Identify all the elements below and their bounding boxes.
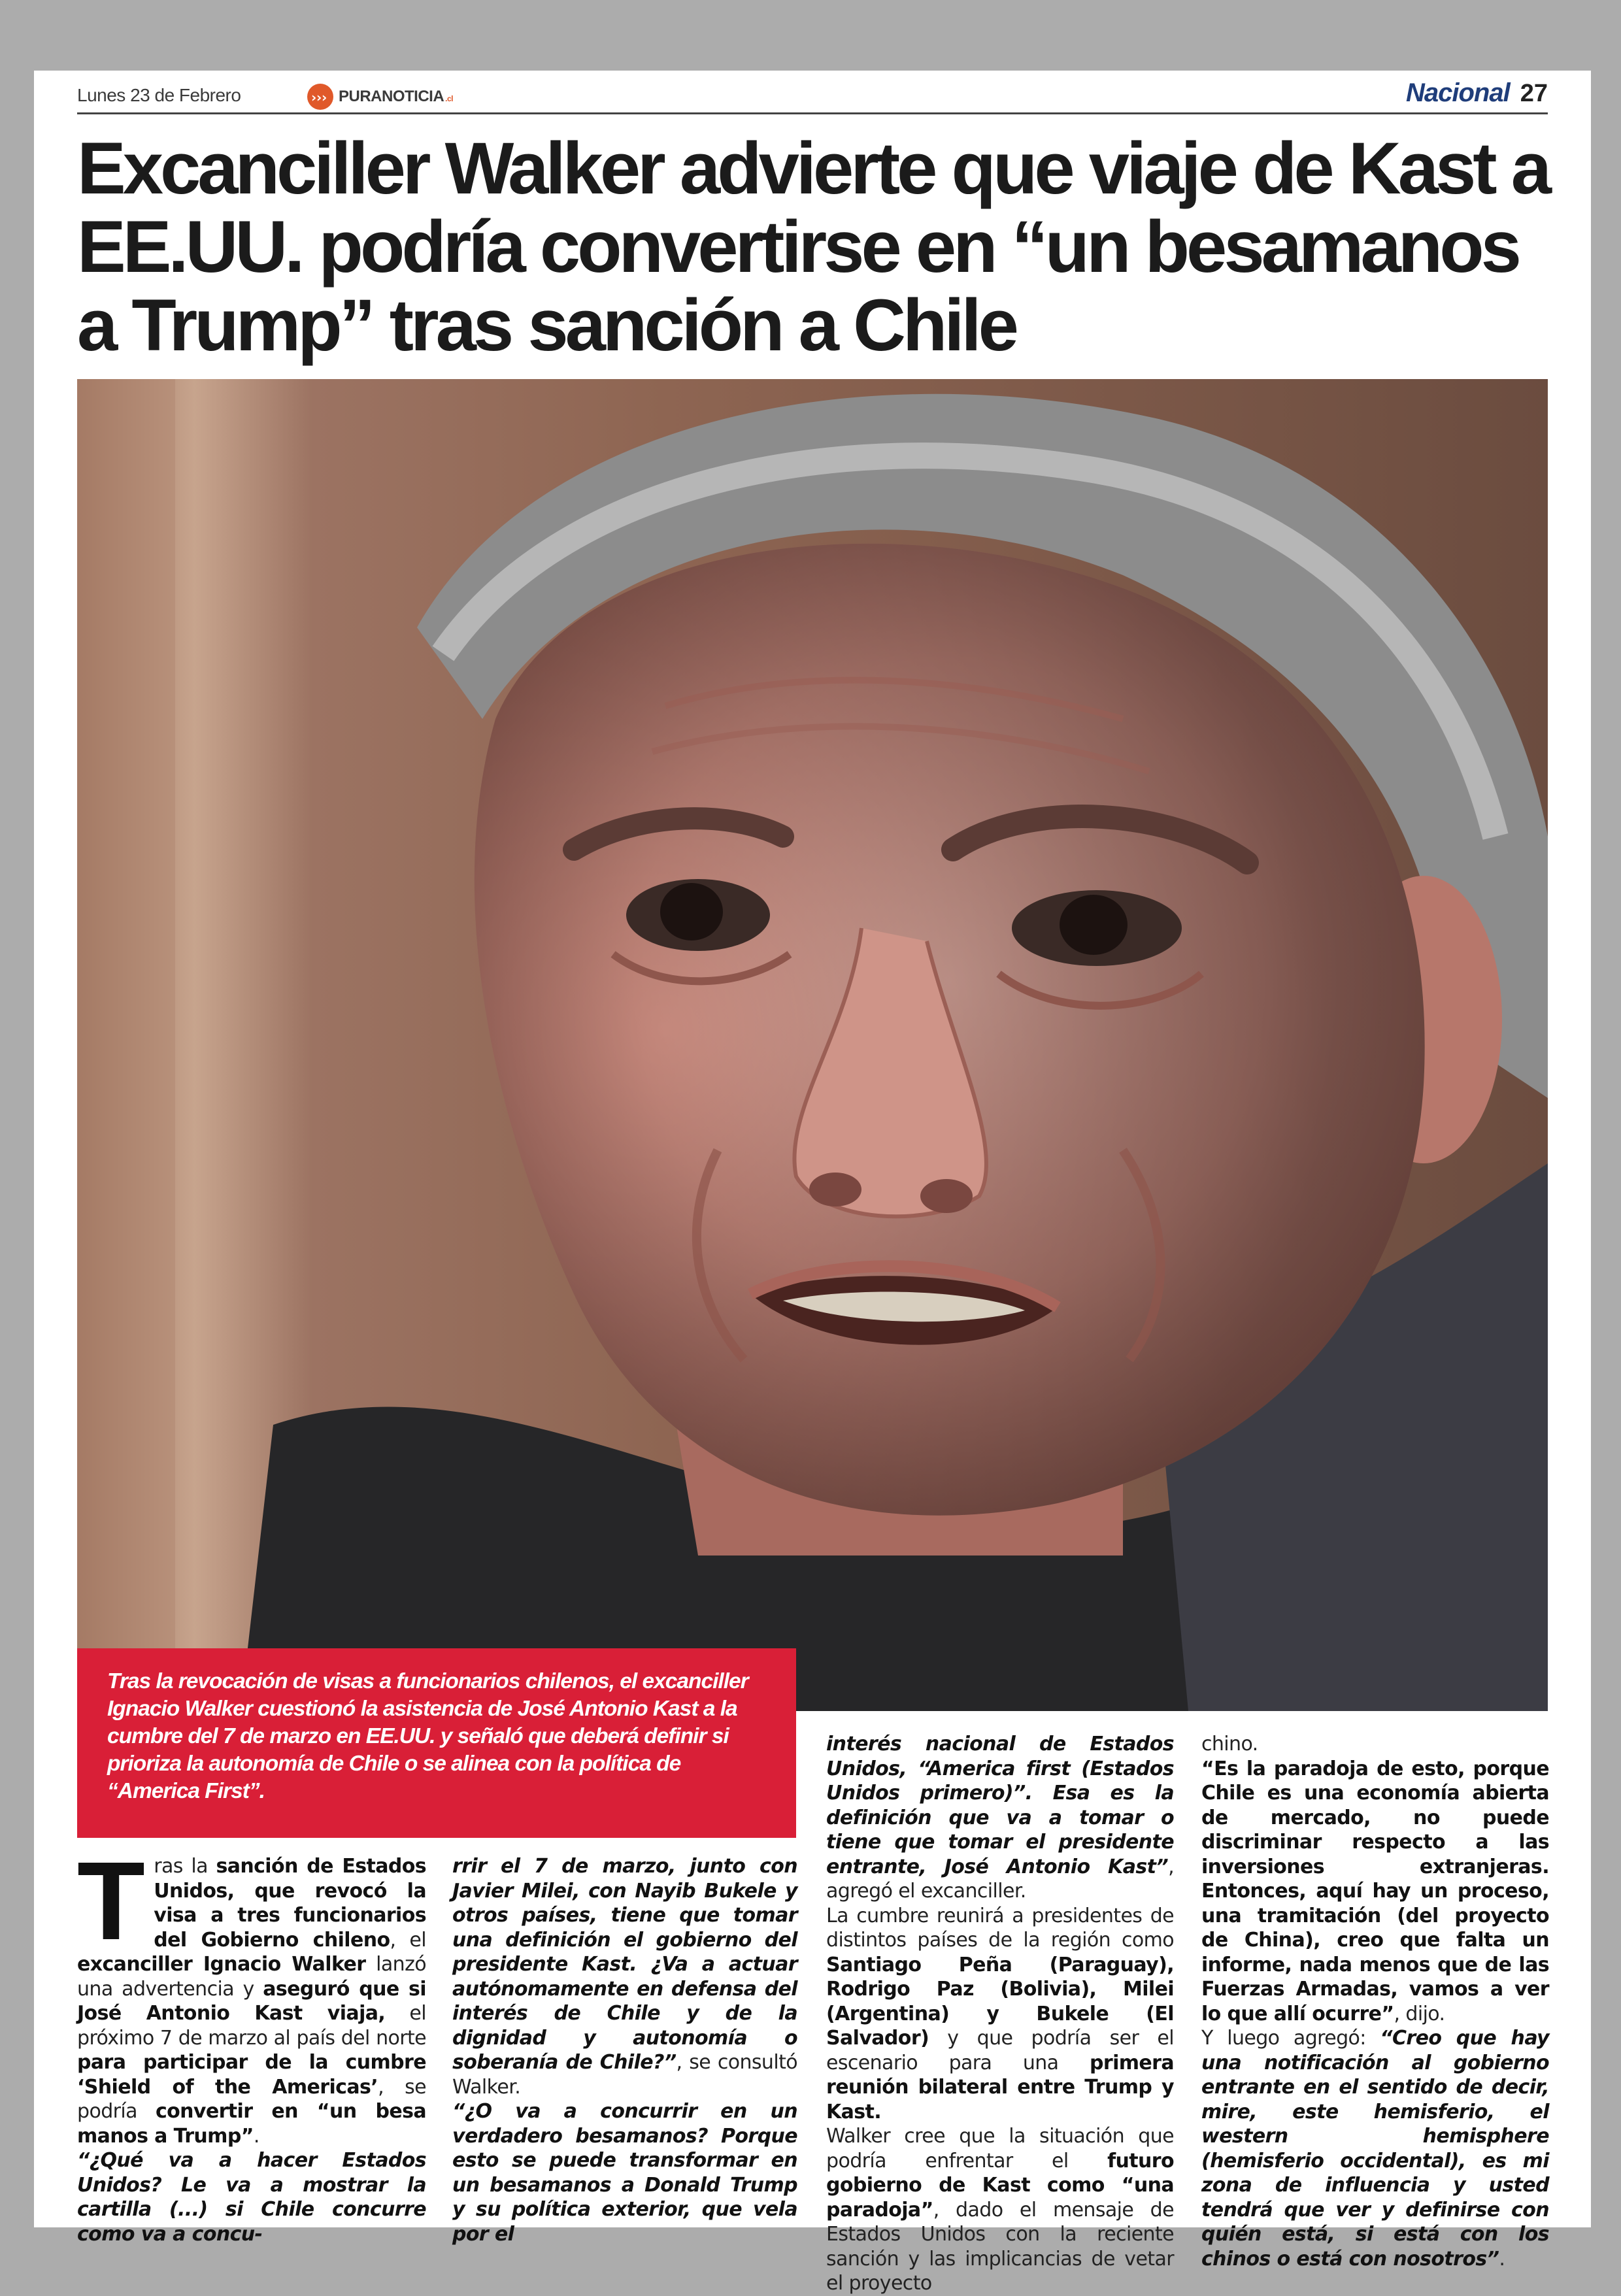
headline: Excanciller Walker advierte que viaje de Kast a EE.UU. podría convertirse en “un besamanos a Trump” tras sanción a Chile [77, 127, 1548, 366]
text-run: , agregó el excanciller. [826, 1855, 1174, 1903]
text-run: convertir en “un besa manos a Trump” [77, 2100, 426, 2148]
play-arrows-icon: › › › [307, 84, 333, 110]
drop-cap: T [77, 1839, 145, 1963]
page-number: 27 [1520, 80, 1548, 107]
text-run: el próximo 7 de marzo al país del norte [77, 2002, 427, 2050]
header-rule [77, 112, 1548, 114]
article-column-3 [826, 1732, 1174, 2296]
text-run: Walker cree que la situación que podría enfrentar el [826, 2125, 1174, 2172]
text-run: rrir el 7 de marzo, junto con Javier Milei, con Nayib Bukele y otros países, tiene que tomar una definición el gobierno del presidente Kast. ¿Va a actuar autónomamente en defensa del interés de Chile y de la dignidad y autonomía o soberanía de Chile?” [452, 1855, 797, 2074]
issue-date: Lunes 23 de Febrero [77, 85, 241, 105]
text-run: , se consultó Walker. [452, 2051, 798, 2099]
logo-domain: .cl [445, 94, 454, 103]
article-column-1 [77, 1839, 427, 2246]
portrait-illustration [77, 379, 1548, 1711]
text-run: Santiago Peña (Paraguay), Rodrigo Paz (Bolivia), Milei (Argentina) y Bukele (El Salvador) [826, 1953, 1174, 2050]
text-run: y que podría ser el escenario para una [826, 2027, 1174, 2074]
text-run: La cumbre reunirá a presidentes de distintos países de la región como [826, 1904, 1174, 1952]
text-run: para participar de la cumbre ‘Shield of the Americas’ [77, 2051, 426, 2099]
text-run: interés nacional de Estados Unidos, “America first (Estados Unidos primero)”. Esa es la definición que va a tomar o tiene que tomar el presidente entrante, José Antonio Kast” [826, 1733, 1174, 1878]
page-header [77, 77, 1548, 118]
caption-text: Tras la revocación de visas a funcionarios chilenos, el excanciller Ignacio Walker cuestionó la asistencia de José Antonio Kast a la cumbre del 7 de marzo en EE.UU. y señaló que deberá definir si prioriza la autonomía de Chile o se alinea con la política de “America First”. [107, 1669, 748, 1803]
text-run: “¿O va a concurrir en un verdadero besamanos? Porque esto se puede transformar en un besamanos a Donald Trump y su política exterior, que vela por el [452, 2100, 797, 2246]
text-run: , dijo. [1394, 2002, 1445, 2025]
text-run: aseguró que si José Antonio Kast viaja, [77, 1977, 426, 2025]
text-run: ras la [154, 1855, 216, 1878]
text-run: primera reunión bilateral entre Trump y Kast. [826, 2051, 1174, 2123]
section-name: Nacional [1406, 78, 1510, 107]
publication-logo [307, 82, 453, 111]
portrait-photo [77, 379, 1548, 1711]
text-run: . [1499, 2247, 1505, 2271]
body-text [826, 1732, 1174, 2296]
text-run: Y luego agregó: [1201, 2027, 1380, 2050]
text-run: lanzó una advertencia y [77, 1953, 426, 2001]
body-text [452, 1854, 797, 2246]
text-run: , se podría [77, 2075, 427, 2123]
newspaper-page [34, 71, 1591, 2295]
text-run: sanción de Estados Unidos, que revocó la visa a tres funcionarios del Gobierno chileno [154, 1855, 426, 1952]
text-run: excanciller Ignacio Walker [77, 1953, 366, 1976]
article-column-2 [452, 1854, 797, 2246]
text-run: , dado el mensaje de Estados Unidos con la reciente sanción y las implicancias de vetar el proyecto [826, 2198, 1174, 2295]
body-text [1201, 1732, 1549, 2271]
text-run: “Creo que hay una notificación al gobierno entrante en el sentido de decir, mire, este hemisferio, el western hemisphere (hemisferio occidental), es mi zona de influencia y usted tendrá que ver y definirse con quién está, si está con los chinos o está con nosotros” [1201, 2027, 1549, 2271]
text-run: chino. [1201, 1733, 1258, 1755]
text-run: “Es la paradoja de esto, porque Chile es una economía abierta de mercado, no puede discriminar respecto a las inversiones extranjeras. Entonces, aquí hay un proceso, una tramitación (del proyecto de China), creo que falta un informe, nada menos que de las Fuerzas Armadas, vamos a ver lo que allí ocurre” [1201, 1757, 1549, 2025]
section-label [1406, 78, 1548, 108]
logo-wordmark [339, 88, 453, 106]
text-run: , el [390, 1928, 427, 1952]
photo-caption [77, 1648, 796, 1838]
text-run: futuro gobierno de Kast como “una paradoja” [826, 2149, 1174, 2221]
text-run: . [253, 2124, 259, 2148]
article-column-4 [1201, 1732, 1549, 2271]
logo-name: PURANOTICIA [339, 88, 444, 105]
text-run: “¿Qué va a hacer Estados Unidos? Le va a mostrar la cartilla (...) si Chile concurre como va a concu- [77, 2149, 426, 2246]
